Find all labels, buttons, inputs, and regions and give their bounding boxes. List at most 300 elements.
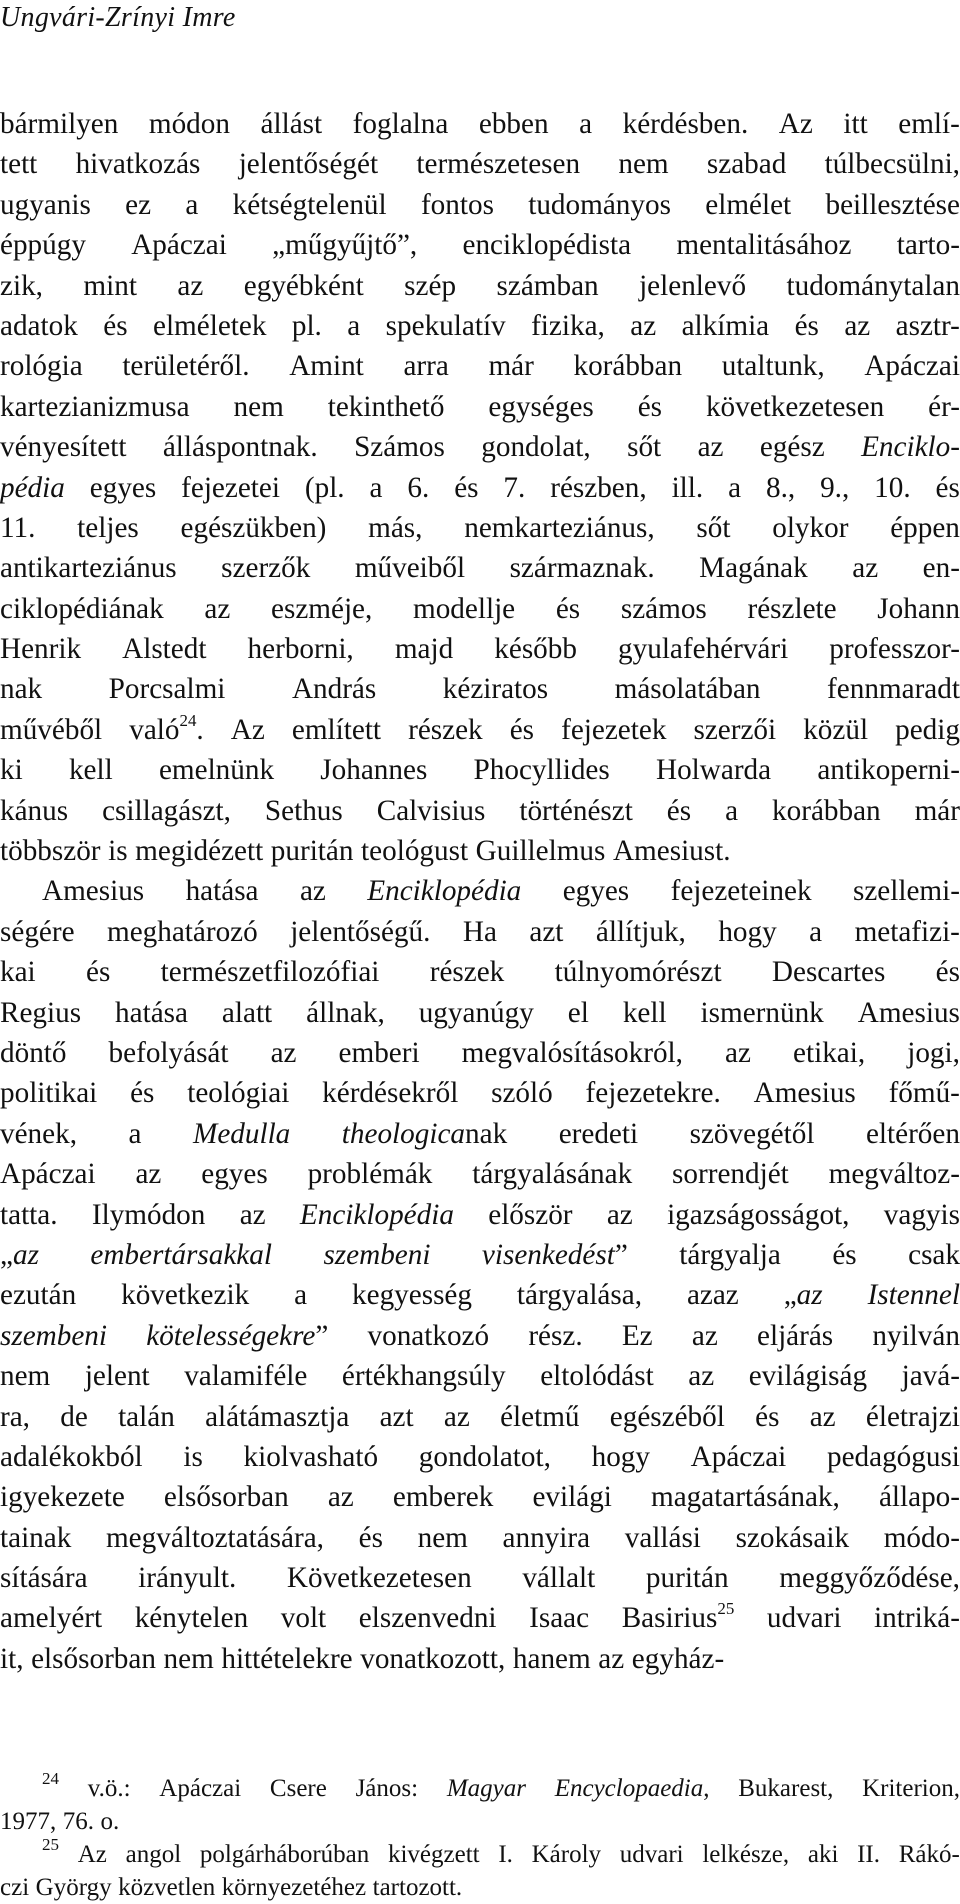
word: életrajzi — [865, 1400, 960, 1433]
word: említett — [291, 713, 382, 746]
word: 8., — [765, 471, 796, 504]
footnote-word: környezetéhez — [221, 1874, 367, 1901]
word: Apáczai — [864, 350, 960, 383]
word: egyház- — [631, 1642, 725, 1675]
word: Sethus — [264, 794, 343, 827]
body-line — [0, 750, 960, 790]
word: modellje — [413, 592, 516, 625]
word: és — [935, 471, 960, 504]
word: majd — [394, 633, 454, 666]
word: a — [128, 1117, 142, 1150]
word: arra — [403, 350, 449, 383]
word: Amesius — [857, 996, 960, 1029]
footnote-word: lelkésze, — [702, 1841, 790, 1868]
word: kell — [622, 996, 667, 1029]
word: szövegétől — [689, 1117, 815, 1150]
word: egyébként — [243, 269, 364, 302]
word: fizika, — [531, 309, 605, 342]
word: részben, — [550, 471, 647, 504]
word: és — [130, 1077, 155, 1110]
word: nak — [0, 673, 43, 706]
word: természetesen — [416, 148, 581, 181]
word: 6. — [407, 471, 430, 504]
word: etikai, — [793, 1036, 866, 1069]
footnote-word: Csere — [269, 1775, 327, 1802]
word: „az — [783, 1279, 823, 1312]
body-line — [0, 387, 960, 427]
word: Az — [778, 108, 813, 140]
footnote-word: 76. — [62, 1808, 94, 1835]
word: magatartásának, — [651, 1481, 840, 1514]
word: el — [567, 996, 589, 1029]
word: szerzők — [221, 552, 311, 585]
word: Amesius — [42, 875, 145, 908]
word: olykor — [772, 511, 849, 544]
word: következik — [121, 1279, 250, 1312]
body-line — [0, 144, 960, 184]
word: és — [85, 956, 111, 989]
footnote-word: János: — [355, 1775, 419, 1802]
word: részlete — [747, 592, 837, 625]
body-line — [0, 468, 960, 508]
body-line — [0, 589, 960, 629]
footnote-reference: 25 — [42, 1835, 59, 1855]
body-line — [0, 104, 960, 144]
word: Istennel — [867, 1279, 960, 1312]
word: Isaac — [529, 1602, 590, 1635]
footnote-word — [42, 1769, 59, 1805]
word: vonatkozott, — [360, 1642, 506, 1675]
word: az — [844, 309, 871, 342]
body-line — [0, 710, 960, 750]
word: jelent — [84, 1360, 150, 1393]
word: az — [725, 1036, 751, 1069]
footnote-word: tartozott. — [372, 1874, 463, 1901]
word: számban — [496, 269, 599, 302]
word: a — [347, 309, 361, 342]
word: „az — [0, 1238, 39, 1271]
word: kiolvasható — [243, 1440, 379, 1473]
footnote-word: I. — [498, 1841, 513, 1868]
word: Phocyllides — [473, 754, 610, 787]
word: éppúgy — [0, 229, 86, 262]
word: csak — [908, 1238, 960, 1271]
word: és — [666, 794, 692, 827]
body-line — [0, 1316, 960, 1356]
word: történészt — [519, 794, 633, 827]
word: megidézett — [135, 835, 264, 868]
word: másolatában — [614, 673, 761, 706]
word: állítjuk, — [595, 915, 686, 948]
word: egységes — [488, 390, 594, 423]
word: eljárás — [757, 1319, 834, 1352]
footnote-word: czi — [0, 1874, 30, 1901]
word: asztr- — [895, 309, 960, 342]
word: ciklopédiának — [0, 592, 164, 625]
word: tatta. — [0, 1198, 58, 1231]
word: hatása — [185, 875, 259, 908]
word: természetfilozófiai — [160, 956, 380, 989]
word: és — [555, 592, 581, 625]
word: részek — [408, 713, 483, 746]
word: hanem — [512, 1642, 591, 1675]
word: ezután — [0, 1279, 77, 1312]
word: hogy — [718, 915, 777, 948]
word: hatása — [115, 996, 188, 1029]
word: Medulla — [193, 1117, 291, 1150]
word: az — [606, 1198, 633, 1231]
word: és — [358, 1521, 383, 1554]
word: a — [294, 1279, 308, 1312]
word: kérdésben. — [622, 108, 749, 140]
word: puritán — [270, 835, 354, 868]
word: korábban — [573, 350, 683, 383]
word: megváltoz- — [828, 1158, 960, 1191]
word: életmű — [500, 1400, 580, 1433]
word: fejezeteinek — [670, 875, 812, 908]
word: főmű- — [888, 1077, 960, 1110]
word: Henrik — [0, 633, 82, 666]
word: teológiai — [187, 1077, 290, 1110]
word: 11. — [0, 511, 36, 544]
word: Basirius$^{25}$ — [621, 1599, 735, 1635]
body-line — [0, 266, 960, 306]
word: Magának — [699, 552, 808, 585]
word: származnak. — [509, 552, 655, 585]
word: nemkarteziánus, — [464, 511, 655, 544]
word: bármilyen — [0, 108, 119, 140]
word: problémák — [307, 1158, 433, 1191]
word: intriká- — [874, 1602, 960, 1635]
word: ki — [0, 754, 23, 787]
word: Enciklopédia — [367, 875, 522, 908]
word: túlbecsülni, — [824, 148, 960, 181]
word: emelnünk — [158, 754, 275, 787]
word: zik, — [0, 269, 43, 302]
word: kérdésekről — [322, 1077, 459, 1110]
word: egész — [759, 431, 825, 464]
word: valamiféle — [184, 1360, 308, 1393]
word: területéről. — [122, 350, 250, 383]
word: Amint — [289, 350, 364, 383]
word: az — [135, 1158, 162, 1191]
word: jogi, — [907, 1036, 960, 1069]
body-line — [0, 427, 960, 467]
word: Számos — [354, 431, 445, 464]
word: szellemi- — [852, 875, 960, 908]
footnote-word: Kriterion, — [862, 1775, 960, 1802]
word: és — [832, 1238, 857, 1271]
word: az — [270, 1036, 297, 1069]
footnote-word: polgárháborúban — [199, 1841, 370, 1868]
body-line — [0, 791, 960, 831]
word: és — [454, 471, 479, 504]
word: és — [103, 309, 128, 342]
word: Johann — [877, 592, 960, 625]
word: rész. — [528, 1319, 583, 1352]
word: hogy — [591, 1440, 650, 1473]
word: más, — [368, 511, 423, 544]
word: és — [509, 713, 535, 746]
word: fejezetek — [561, 713, 667, 746]
word: művéből — [0, 713, 103, 746]
word: ismernünk — [700, 996, 824, 1029]
word: az — [177, 269, 204, 302]
word: többször — [0, 835, 101, 868]
word: alatt — [221, 996, 273, 1029]
word: beillesztése — [825, 188, 960, 221]
word: teljes — [77, 511, 139, 544]
word: (pl. — [304, 471, 345, 504]
word: nem — [618, 148, 669, 181]
body-line — [0, 1598, 960, 1638]
word: sorrendjét — [672, 1158, 789, 1191]
word: Guillelmus — [475, 835, 606, 868]
word: az — [299, 875, 326, 908]
word: szembeni — [323, 1238, 431, 1271]
word: politikai — [0, 1077, 98, 1110]
footnote-word: 1977, — [0, 1808, 57, 1835]
word: ez — [125, 188, 152, 221]
word: embertársakkal — [90, 1238, 272, 1271]
word: Porcsalmi — [108, 673, 226, 706]
word: eredeti — [558, 1117, 639, 1150]
word: Holwarda — [656, 754, 772, 787]
word: és — [794, 309, 819, 342]
footnote-word: o. — [100, 1808, 120, 1835]
word: elméletek — [152, 309, 267, 342]
word: szembeni — [0, 1319, 108, 1352]
word: először — [488, 1198, 573, 1231]
footnote-word: Károly — [531, 1841, 602, 1868]
word: eltérően — [865, 1117, 960, 1150]
word: András — [291, 673, 377, 706]
footnote-word: udvari — [619, 1841, 684, 1868]
word: szabad — [706, 148, 787, 181]
body-line — [0, 629, 960, 669]
body-line — [0, 1558, 960, 1598]
word: 9., — [820, 471, 850, 504]
word: kötelességekre” — [146, 1319, 329, 1352]
body-line — [0, 225, 960, 265]
body-line — [0, 185, 960, 225]
word: szép — [404, 269, 457, 302]
word: eltolódást — [540, 1360, 654, 1393]
word: Calvisius — [376, 794, 486, 827]
word: pédia — [0, 471, 65, 504]
word: éppen — [890, 511, 960, 544]
word: egyes — [89, 471, 157, 504]
word: tárgyalása, — [516, 1279, 642, 1312]
body-line — [0, 1275, 960, 1315]
footnote-line — [0, 1769, 960, 1805]
word: egészükben) — [180, 511, 327, 544]
body-line — [0, 1195, 960, 1235]
word: it, — [0, 1642, 24, 1675]
footnotes — [0, 1769, 960, 1904]
word: az — [443, 1400, 470, 1433]
word: fejezetei — [181, 471, 280, 504]
word: igazságosságot, — [667, 1198, 850, 1231]
word: eszméje, — [271, 592, 373, 625]
word: ugyanis — [0, 188, 91, 221]
body-line — [0, 1073, 960, 1113]
footnote-reference: 24 — [42, 1769, 59, 1789]
word: sőt — [627, 431, 662, 464]
word: volt — [280, 1602, 327, 1635]
footnote-word: angol — [125, 1841, 182, 1868]
word: Alstedt — [122, 633, 207, 666]
word: alkímia — [681, 309, 770, 342]
word: korábban — [772, 794, 881, 827]
running-header: Ungvári-Zrínyi Imre — [0, 2, 236, 33]
word: fennmaradt — [827, 673, 960, 706]
word: az — [688, 1360, 715, 1393]
word: ebben — [478, 108, 549, 140]
word: egyes — [201, 1158, 268, 1191]
word: is — [108, 835, 128, 868]
word: kétségtelenül — [232, 188, 387, 221]
word: a — [185, 188, 199, 221]
word: az — [697, 431, 724, 464]
word: pedagógusi — [826, 1440, 960, 1473]
word: itt — [843, 108, 868, 140]
word: ugyanúgy — [418, 996, 534, 1029]
body-line — [0, 952, 960, 992]
word: már — [488, 350, 534, 383]
word: módon — [148, 108, 230, 140]
body-line — [0, 1397, 960, 1437]
body-line — [0, 1437, 960, 1477]
word: az — [327, 1481, 354, 1514]
word: túlnyomórészt — [554, 956, 722, 989]
word: Amesiust. — [612, 835, 731, 868]
word: de — [60, 1400, 88, 1433]
word: mentalitásához — [676, 229, 852, 262]
footnote-word: aki — [807, 1841, 839, 1868]
word: sőt — [696, 511, 731, 544]
word: metafizi- — [854, 915, 960, 948]
word: vállalt — [522, 1562, 596, 1595]
word: a — [809, 915, 823, 948]
word: később — [494, 633, 577, 666]
footnote-word: Encyclopaedia, — [554, 1775, 710, 1802]
word: enciklopédista — [462, 229, 632, 262]
word: en- — [922, 552, 960, 585]
word: vagyis — [883, 1198, 960, 1231]
word: már — [914, 794, 960, 827]
word: közül — [803, 713, 869, 746]
word: Az — [230, 713, 265, 746]
body-line — [0, 1639, 960, 1679]
word: egészéből — [609, 1400, 725, 1433]
word: igyekezete — [0, 1481, 125, 1514]
word: hittételekre — [221, 1642, 353, 1675]
word: nem — [163, 1642, 214, 1675]
body-line — [0, 1477, 960, 1517]
body-line — [0, 993, 960, 1033]
word: ér- — [928, 390, 960, 423]
word: tárgyalásának — [472, 1158, 633, 1191]
word: hivatkozás — [75, 148, 201, 181]
word: herborni, — [247, 633, 354, 666]
word: az — [852, 552, 879, 585]
word: részek — [429, 956, 505, 989]
footnote-word: György — [35, 1874, 112, 1901]
word: nyilván — [872, 1319, 960, 1352]
word: elszenvedni — [358, 1602, 497, 1635]
word: foglalna — [352, 108, 449, 140]
body-line — [0, 346, 960, 386]
word: kéziratos — [442, 673, 549, 706]
word: állnak, — [306, 996, 385, 1029]
word: kénytelen — [134, 1602, 249, 1635]
word: emberi — [338, 1036, 420, 1069]
footnote-line — [0, 1835, 960, 1871]
word: 7. — [503, 471, 526, 504]
body-line — [0, 912, 960, 952]
word: meggyőződése, — [779, 1562, 960, 1595]
word: Regius — [0, 996, 82, 1029]
word: Enciklo- — [861, 431, 960, 464]
body-line — [0, 1033, 960, 1073]
word: műveiből — [354, 552, 466, 585]
word: megváltoztatására, — [105, 1521, 324, 1554]
word: professzor- — [829, 633, 960, 666]
word: Ez — [621, 1319, 653, 1352]
word: ra, — [0, 1400, 30, 1433]
word: Descartes — [771, 956, 886, 989]
word: jelentőségű. — [290, 915, 431, 948]
word: a — [728, 471, 742, 504]
word: a — [579, 108, 593, 140]
footnote-word: Rákó- — [898, 1841, 960, 1868]
word: vonatkozó — [367, 1319, 490, 1352]
word: való$^{24}$. — [129, 710, 204, 746]
word: elsősorban — [31, 1642, 156, 1675]
footnote-word: Magyar — [446, 1775, 526, 1802]
word: és — [935, 956, 960, 989]
body-text — [0, 104, 960, 1679]
word: a — [725, 794, 739, 827]
word: szerzői — [693, 713, 777, 746]
word: is — [183, 1440, 203, 1473]
word: fontos — [420, 188, 494, 221]
word: fejezetekre. — [585, 1077, 721, 1110]
word: meghatározó — [107, 915, 258, 948]
word: mint — [83, 269, 137, 302]
word: az — [691, 1319, 718, 1352]
word: pedig — [895, 713, 960, 746]
word: theologicanak — [341, 1117, 508, 1150]
body-line — [0, 1114, 960, 1154]
footnote-line — [0, 1871, 960, 1904]
word: kánus — [0, 794, 69, 827]
word: Ha — [462, 915, 497, 948]
footnote-word: v.ö.: — [87, 1775, 131, 1802]
word: vének, — [0, 1117, 77, 1150]
footnote-reference: 25 — [717, 1599, 735, 1619]
word: udvari — [766, 1602, 842, 1635]
word: az — [239, 1198, 266, 1231]
footnote-word: Bukarest, — [738, 1775, 834, 1802]
word: annyira — [502, 1521, 591, 1554]
word: Apáczai — [131, 229, 227, 262]
word: teológust — [361, 835, 469, 868]
word: számos — [620, 592, 707, 625]
word: Johannes — [320, 754, 428, 787]
word: kegyesség — [352, 1279, 472, 1312]
